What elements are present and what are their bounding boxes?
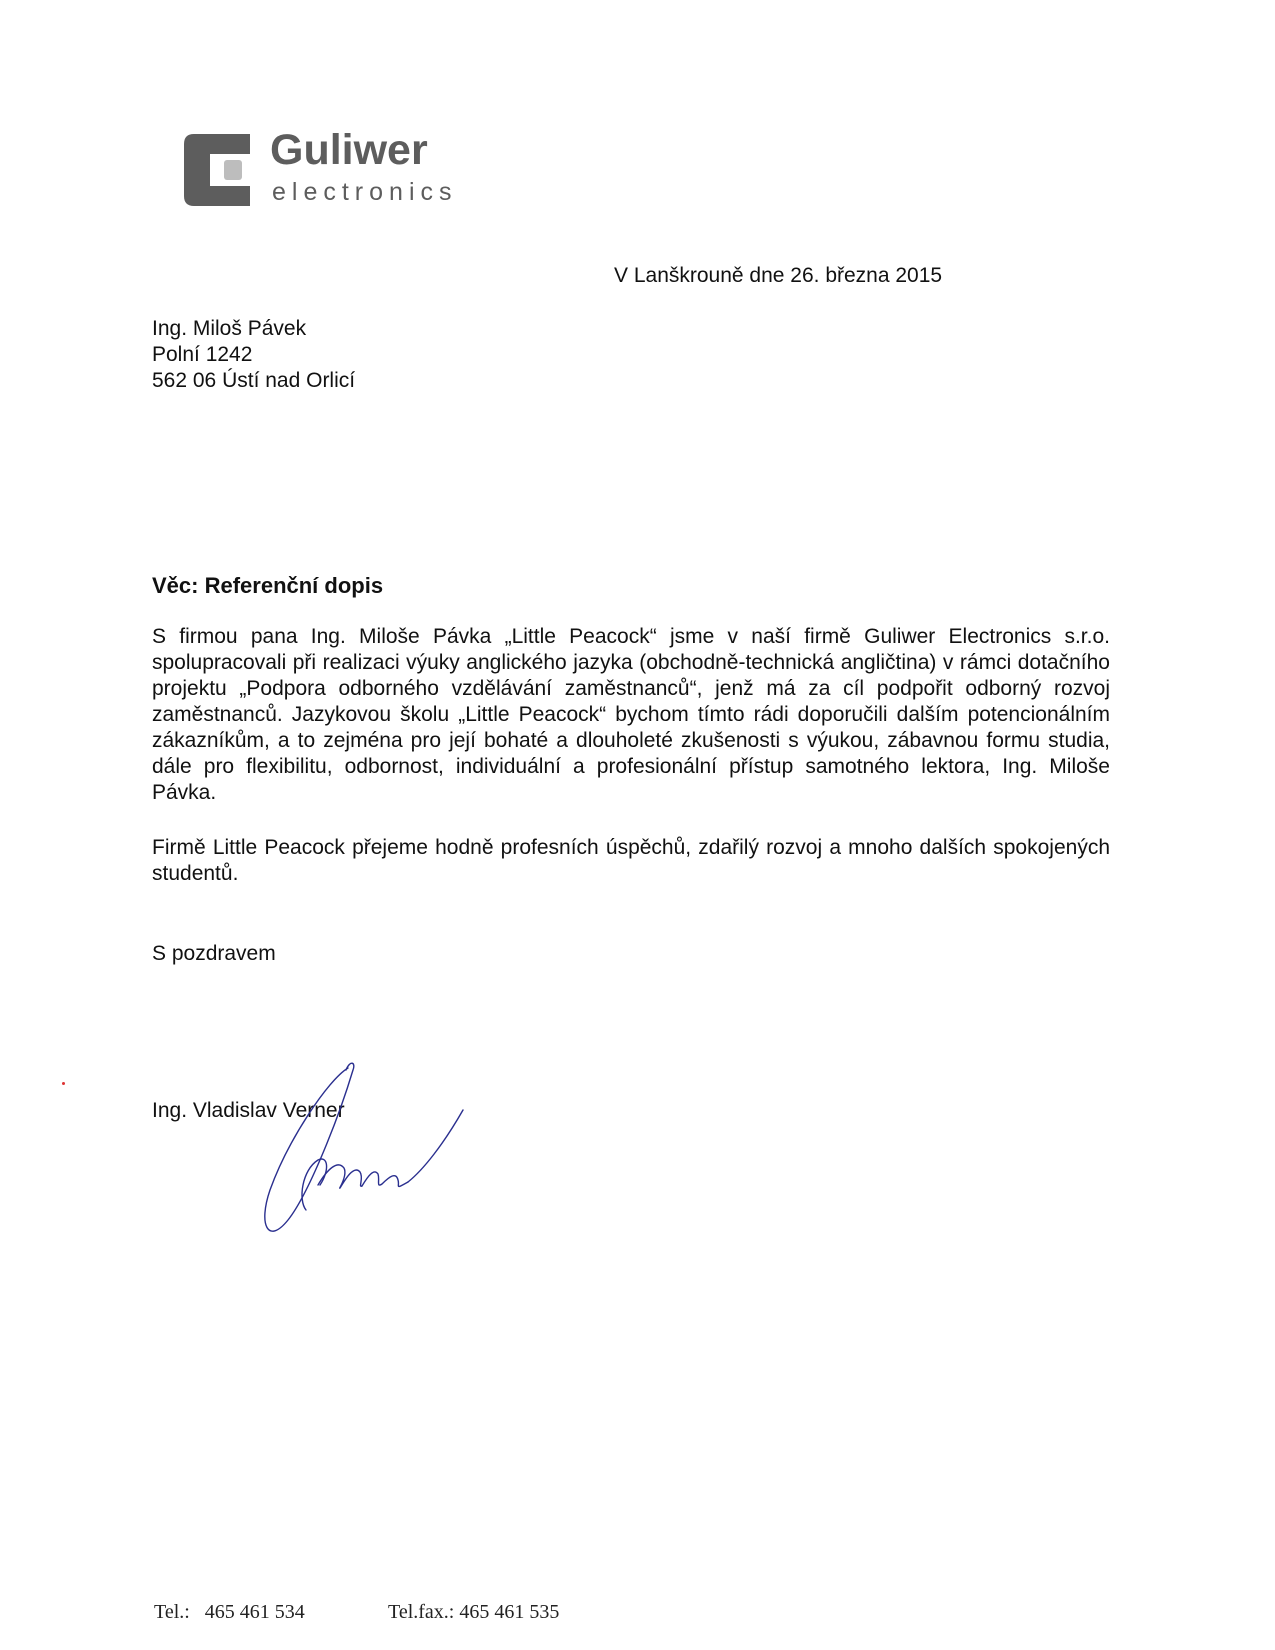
letter-paragraph-1: S firmou pana Ing. Miloše Pávka „Little Peacock“ jsme v naší firmě Guliwer Electronics s.r.o. spolupracovali při realizaci výuky anglického jazyka (obchodně-technická angličtina) v rámci dotačního projektu „Podpora odborného vzdělávání zaměstnanců“, jenž má za cíl podpořit odborný rozvoj zaměstnanců. Jazykovou školu „Little Peacock“ bychom tímto rádi doporučili dalším potencionálním zákazníkům, a to zejména pro její bohaté a dlouholeté zkušenosti s výukou, zábavnou formu studia, dále pro flexibilitu, odbornost, individuální a profesionální přístup samotného lektora, Ing. Miloše Pávka.	[152, 625, 1110, 804]
scan-speck	[62, 1082, 65, 1085]
recipient-address	[152, 316, 355, 394]
closing-greeting: S pozdravem	[152, 942, 276, 965]
company-logo	[184, 126, 494, 208]
guliwer-logo-icon	[184, 134, 256, 206]
footer-fax: Tel.fax.: 465 461 535	[388, 1601, 560, 1623]
date-line: V Lanškrouně dne 26. března 2015	[614, 264, 943, 287]
letter-subject: Věc: Referenční dopis	[152, 573, 384, 598]
letter-paragraph-2: Firmě Little Peacock přejeme hodně profesních úspěchů, zdařilý rozvoj a mnoho dalších spokojených studentů.	[152, 836, 1110, 885]
footer-phone: Tel.: 465 461 534	[154, 1601, 305, 1623]
recipient-street: Polní 1242	[152, 343, 253, 366]
recipient-name: Ing. Miloš Pávek	[152, 317, 307, 340]
recipient-city: 562 06 Ústí nad Orlicí	[152, 369, 356, 392]
handwritten-signature	[258, 1060, 488, 1245]
logo-subtitle: electronics	[272, 178, 458, 206]
signer-name: Ing. Vladislav Verner	[152, 1099, 345, 1122]
logo-wordmark: Guliwer	[270, 126, 428, 174]
